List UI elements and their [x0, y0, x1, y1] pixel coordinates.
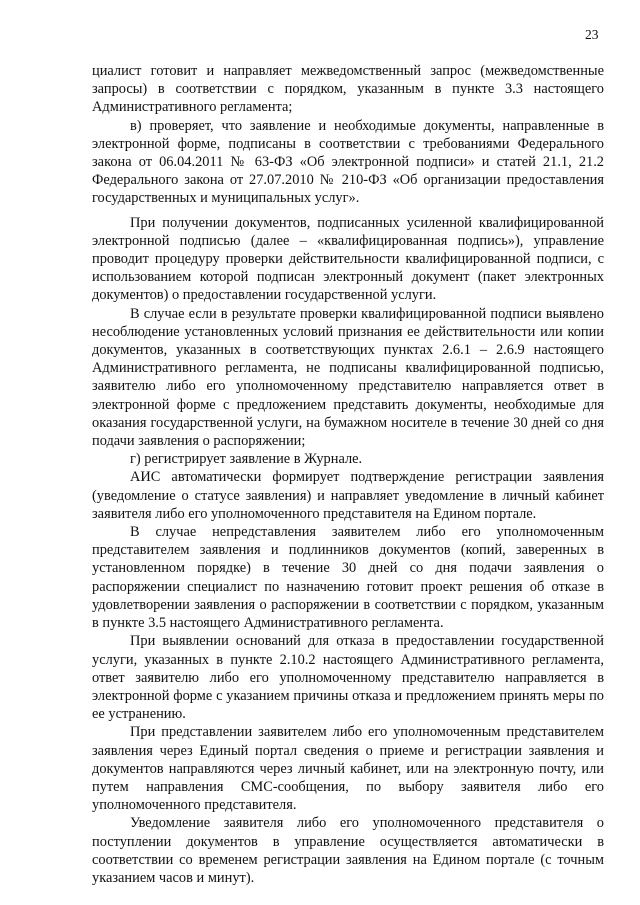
- paragraph-non-submission: В случае непредставления заявителем либо его уполномоченным представителем заявления и подлинников документов (копий, заверенных в установленном порядке) в течение 30 дней со дня подачи заявления о распоряжении специалист по назначению готовит проект решения об отказе в удовлетворении заявления о распоряжении в соответствии с порядком, указанным в пункте 3.5 настоящего Административного регламента.: [92, 524, 604, 632]
- paragraph-item-g: г) регистрирует заявление в Журнале.: [130, 451, 363, 468]
- paragraph-automatic-notification: Уведомление заявителя либо его уполномоченного представителя о поступлении документов в управление осуществляется автоматически в соответствии со временем регистрации заявления на Едином портале (с точным указанием часов и минут).: [92, 815, 604, 886]
- paragraph-portal-notification: При представлении заявителем либо его уполномоченным представителем заявления через Единый портал сведения о приеме и регистрации заявления и документов направляются через личный кабинет, или на электронную почту, или путем направления СМС-сообщения, по выбору заявителя либо его уполномоченного представителя.: [92, 724, 604, 814]
- paragraph-signature-check-failure: В случае если в результате проверки квалифицированной подписи выявлено несоблюдение установленных условий признания ее действительности или копии документов, указанных в соответствующих пунктах 2.6.1 – 2.6.9 настоящего Административного регламента, не подписаны квалифицированной подписью, заявителю либо его уполномоченному представителю направляется ответ в электронной форме с предложением представить документы, необходимые для оказания государственной услуги, на бумажном носителе в течение 30 дней со дня подачи заявления о распоряжении;: [92, 305, 604, 450]
- paragraph-item-v: в) проверяет, что заявление и необходимые документы, направленные в электронной форме, подписаны в соответствии с требованиями Федерального закона от 06.04.2011 № 63-ФЗ «Об электронной подписи» и статей 21.1, 21.2 Федерального закона от 27.07.2010 № 210-ФЗ «Об организации предоставления государственных и муниципальных услуг».: [92, 117, 604, 207]
- paragraph-ais-confirmation: АИС автоматически формирует подтверждение регистрации заявления (уведомление о статусе заявления) и направляет уведомление в личный кабинет заявителя либо его уполномоченного представителя на Едином портале.: [92, 469, 604, 522]
- paragraph-refusal-grounds: При выявлении оснований для отказа в предоставлении государственной услуги, указанных в пункте 2.10.2 настоящего Административного регламента, ответ заявителю либо его уполномоченному представителю направляется в электронной форме с указанием причины отказа и предложением принять меры по ее устранению.: [92, 633, 604, 723]
- paragraph-qualified-signature: При получении документов, подписанных усиленной квалифицированной электронной подписью (далее – «квалифицированная подпись»), управление проводит процедуру проверки действительности квалифицированной подписи, с использованием которой подписан электронный документ (пакет электронных документов) о предоставлении государственной услуги.: [92, 214, 604, 304]
- paragraph-continuation: циалист готовит и направляет межведомственный запрос (межведомственные запросы) в соответствии с порядком, указанным в пункте 3.3 настоящего Административного регламента;: [92, 63, 604, 116]
- body-text: [92, 62, 604, 887]
- page-number: 23: [585, 27, 599, 42]
